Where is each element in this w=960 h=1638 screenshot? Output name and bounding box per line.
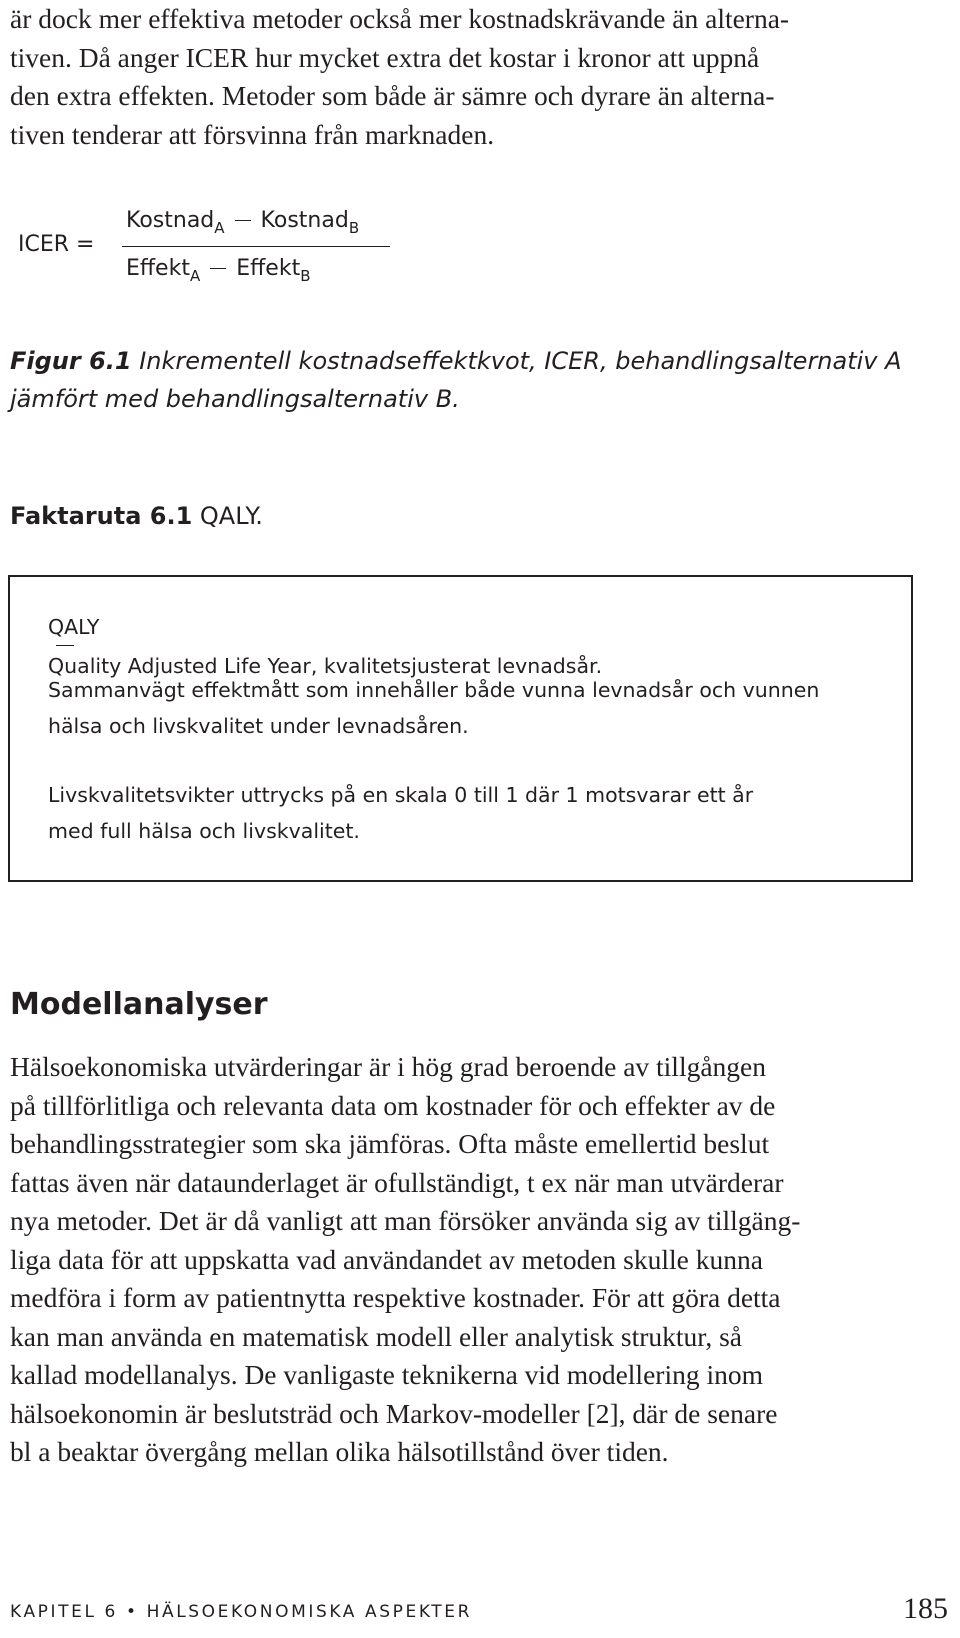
factbox-label: Faktaruta 6.1 <box>10 502 193 530</box>
text-line: hälsa och livskvalitet under levnadsåren. <box>48 714 469 738</box>
text-line: nya metoder. Det är då vanligt att man försöker använda sig av tillgäng- <box>10 1205 801 1236</box>
numerator-sub-1: A <box>214 219 225 237</box>
factbox-paragraph <box>48 672 819 744</box>
page-number: 185 <box>903 1592 948 1625</box>
fraction-bar <box>122 246 390 247</box>
text-line: är dock mer effektiva metoder också mer kostnadskrävande än alterna- <box>10 3 790 34</box>
text-line: fattas även när dataunderlaget är ofullständigt, t ex när man utvärderar <box>10 1166 784 1198</box>
denominator-term-2: Effekt <box>236 256 301 281</box>
section-body <box>10 1048 940 1472</box>
text-line: Sammanvägt effektmått som innehåller både vunna levnadsår och vunnen <box>48 678 820 702</box>
qaly-definition: Quality Adjusted Life Year, kvalitetsjusterat levnadsår. <box>48 654 603 678</box>
intro-paragraph <box>10 0 940 154</box>
section-heading: Modellanalyser <box>10 987 268 1022</box>
text-line: hälsoekonomin är beslutsträd och Markov-modeller [2], där de senare <box>10 1397 778 1429</box>
text-line: medföra i form av patientnytta respektive kostnader. För att göra detta <box>10 1282 781 1313</box>
denominator-sub-1: A <box>189 267 201 285</box>
formula-denominator <box>126 256 311 285</box>
factbox <box>8 575 913 882</box>
formula-lhs: ICER = <box>18 232 95 257</box>
factbox-title-text: QALY. <box>192 502 263 530</box>
text-line: tiven tenderar att försvinna från marknaden. <box>10 118 495 150</box>
minus-sign-icon <box>210 268 226 269</box>
qaly-term: QALY <box>48 615 100 639</box>
text-line: liga data för att uppskatta vad användandet av metoden skulle kunna <box>10 1243 763 1275</box>
icer-formula <box>18 200 398 300</box>
text-line: den extra effekten. Metoder som både är sämre och dyrare än alterna- <box>10 80 775 111</box>
text-line: kan man använda en matematisk modell eller analytisk struktur, så <box>10 1320 743 1352</box>
factbox-paragraph <box>48 777 753 849</box>
denominator-sub-2: B <box>300 267 311 285</box>
numerator-term-1: Kostnad <box>126 208 215 233</box>
factbox-title <box>10 502 263 530</box>
formula-numerator <box>126 208 359 237</box>
text-line: på tillförlitliga och relevanta data om kostnader för och effekter av de <box>10 1089 776 1121</box>
text-line: bl a beaktar övergång mellan olika hälsotillstånd över tiden. <box>10 1436 669 1467</box>
caption-line-2: jämfört med behandlingsalternativ B. <box>10 385 460 413</box>
dash-icon <box>56 645 74 646</box>
minus-sign-icon <box>235 220 251 221</box>
text-line: med full hälsa och livskvalitet. <box>48 819 360 843</box>
running-head: KAPITEL 6 • HÄLSOEKONOMISKA ASPEKTER <box>10 1602 473 1622</box>
text-line: tiven. Då anger ICER hur mycket extra det kostar i kronor att uppnå <box>10 41 760 73</box>
text-line: behandlingsstrategier som ska jämföras. Ofta måste emellertid beslut <box>10 1128 770 1159</box>
text-line: Livskvalitetsvikter uttrycks på en skala 0 till 1 där 1 motsvarar ett år <box>48 783 754 807</box>
figure-caption <box>10 342 940 418</box>
caption-text-1: Inkrementell kostnadseffektkvot, ICER, behandlingsalternativ A <box>131 347 902 375</box>
caption-line-1 <box>10 342 940 380</box>
numerator-sub-2: B <box>348 219 360 237</box>
numerator-term-2: Kostnad <box>260 208 349 233</box>
figure-label: Figur 6.1 <box>10 347 132 375</box>
page-footer <box>10 1588 948 1628</box>
text-line: Hälsoekonomiska utvärderingar är i hög grad beroende av tillgången <box>10 1051 766 1082</box>
denominator-term-1: Effekt <box>126 256 190 281</box>
text-line: kallad modellanalys. De vanligaste teknikerna vid modellering inom <box>10 1359 763 1390</box>
